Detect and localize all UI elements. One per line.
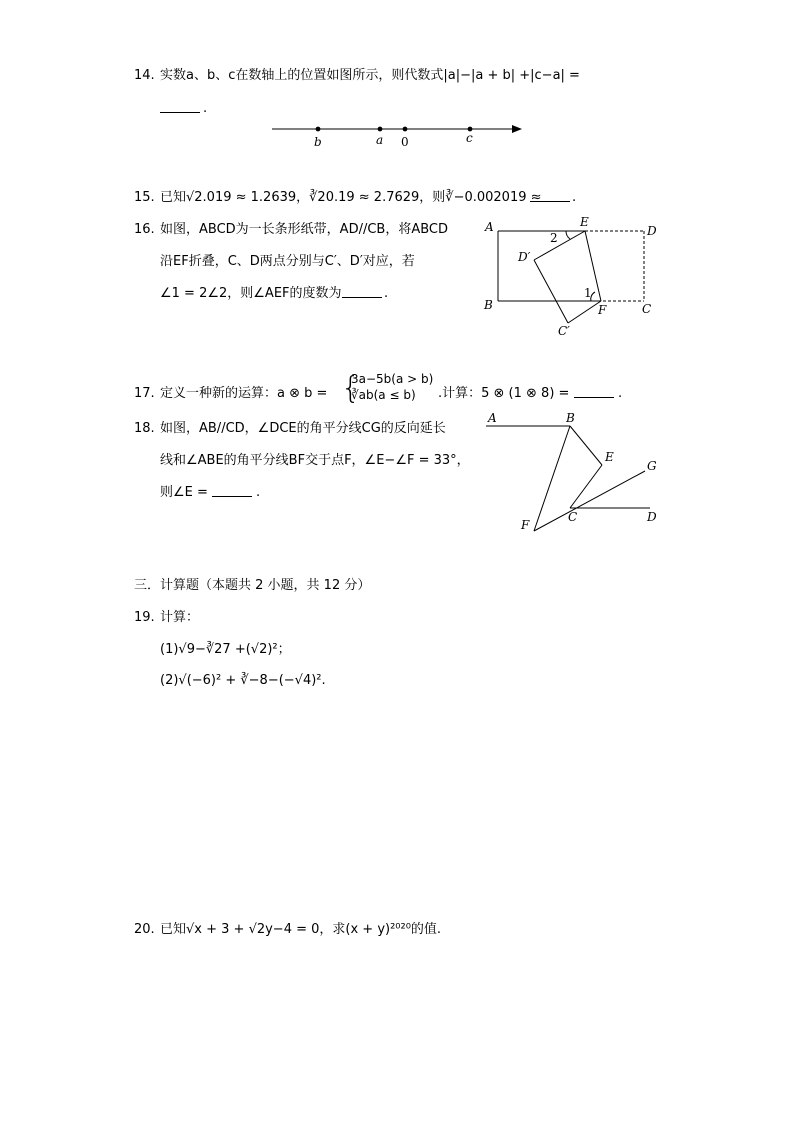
q17-number: 17. xyxy=(134,386,155,401)
axis-label-a: a xyxy=(376,133,384,147)
axis-label-c: c xyxy=(466,131,473,145)
q19-part2: (2)√(−6)² + ∛−8−(−√4)². xyxy=(160,673,326,688)
q16-line1: 如图，ABCD为一长条形纸带，AD//CB，将ABCD xyxy=(160,222,448,237)
q18-line3: 则∠E = xyxy=(160,485,208,500)
label-F: F xyxy=(598,303,607,317)
label-E: E xyxy=(605,450,614,464)
q14-number: 14. xyxy=(134,68,155,83)
q14-end: . xyxy=(203,101,208,116)
label-C: C xyxy=(642,302,652,316)
folded-strip-figure xyxy=(478,213,668,343)
q17-case2: ∛ab(a ≤ b) xyxy=(351,388,416,402)
q20-number: 20. xyxy=(134,922,155,937)
q17-case1: 3a−5b(a > b) xyxy=(351,372,434,386)
label-F: F xyxy=(521,518,530,532)
label-A: A xyxy=(488,411,497,425)
q15-end: . xyxy=(572,190,577,205)
q18-end: . xyxy=(256,485,261,500)
label-angle-2: 2 xyxy=(550,231,558,245)
q15-number: 15. xyxy=(134,190,155,205)
axis-label-b: b xyxy=(314,135,322,149)
label-E: E xyxy=(580,215,589,229)
q19-part1: (1)√9−∛27 +(√2)²； xyxy=(160,642,291,657)
q14-answer-blank xyxy=(160,100,200,119)
label-B: B xyxy=(484,298,493,312)
point-a xyxy=(378,127,383,132)
q17-end: . xyxy=(618,386,623,401)
q18-line2: 线和∠ABE的角平分线BF交于点F，∠E−∠F = 33°， xyxy=(160,453,470,468)
label-angle-1: 1 xyxy=(584,286,592,300)
q15-text: 已知√2.019 ≈ 1.2639，∛20.19 ≈ 2.7629，则∛−0.002019 ≈ xyxy=(160,190,542,205)
q17-prefix: 定义一种新的运算：a ⊗ b = xyxy=(160,386,328,401)
point-zero xyxy=(403,127,408,132)
q18-line1: 如图，AB//CD，∠DCE的角平分线CG的反向延长 xyxy=(160,421,446,436)
q16-answer-blank xyxy=(342,285,382,304)
parallel-lines-figure xyxy=(480,408,665,538)
q20-text: 已知√x + 3 + √2y−4 = 0，求(x + y)²⁰²⁰的值. xyxy=(160,922,442,937)
label-B: B xyxy=(566,411,575,425)
label-A: A xyxy=(485,220,494,234)
q15-answer-blank xyxy=(530,189,570,208)
q17-answer-blank xyxy=(574,385,614,404)
number-line-figure xyxy=(268,118,528,154)
label-G: G xyxy=(647,459,657,473)
label-C-prime: C′ xyxy=(558,324,570,338)
point-b xyxy=(316,127,321,132)
axis-label-zero: 0 xyxy=(401,135,409,149)
q17-suffix: .计算：5 ⊗ (1 ⊗ 8) = xyxy=(438,386,570,401)
q19-number: 19. xyxy=(134,610,155,625)
q18-number: 18. xyxy=(134,421,155,436)
q16-line3: ∠1 = 2∠2，则∠AEF的度数为 xyxy=(160,286,342,301)
q14-text: 实数a、b、c在数轴上的位置如图所示，则代数式|a|−|a + b| +|c−a| = xyxy=(160,68,580,83)
label-D: D xyxy=(647,224,657,238)
q17-brace: { xyxy=(341,371,361,406)
section-heading: 三．计算题（本题共 2 小题，共 12 分） xyxy=(134,578,371,593)
q19-title: 计算： xyxy=(160,610,200,625)
label-D-prime: D′ xyxy=(518,250,531,264)
q16-number: 16. xyxy=(134,222,155,237)
label-D: D xyxy=(647,510,657,524)
q16-line2: 沿EF折叠，C、D两点分别与C′、D′对应，若 xyxy=(160,254,415,269)
q16-end: . xyxy=(384,286,389,301)
q18-answer-blank xyxy=(212,484,252,503)
label-C: C xyxy=(568,510,578,524)
